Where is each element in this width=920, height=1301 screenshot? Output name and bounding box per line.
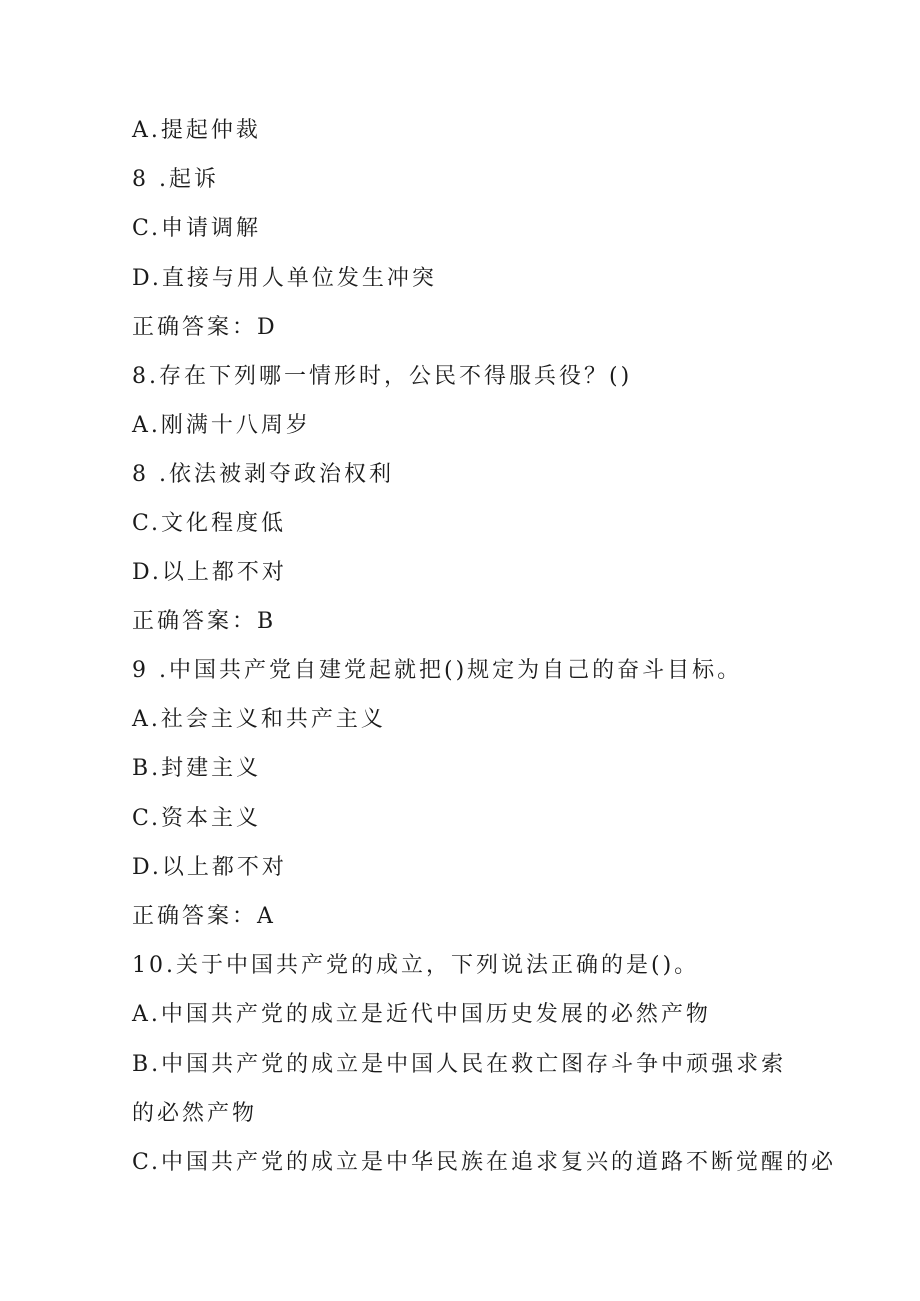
option-b: B.中国共产党的成立是中国人民在救亡图存斗争中顽强求索的必然产物	[132, 1052, 787, 1126]
option-b: 8 .依法被剥夺政治权利	[132, 462, 394, 487]
answer-line: 正确答案：B	[132, 609, 277, 634]
option-a: A.社会主义和共产主义	[132, 707, 386, 732]
option-d: D.以上都不对	[132, 855, 287, 880]
option-b: B.封建主义	[132, 756, 262, 781]
question-8: 8.存在下列哪一情形时，公民不得服兵役？()	[132, 364, 633, 389]
option-a: A.中国共产党的成立是近代中国历史发展的必然产物	[132, 1002, 711, 1027]
question-10: 10.关于中国共产党的成立，下列说法正确的是()。	[132, 953, 700, 978]
option-d: D.以上都不对	[132, 560, 287, 585]
option-c: C.文化程度低	[132, 511, 287, 536]
question-9: 9 .中国共产党自建党起就把()规定为自己的奋斗目标。	[132, 658, 743, 683]
option-a: A.提起仲裁	[132, 118, 261, 143]
option-c: C.中国共产党的成立是中华民族在追求复兴的道路不断觉醒的必	[132, 1150, 837, 1175]
answer-line: 正确答案：A	[132, 904, 276, 929]
option-b: 8 .起诉	[132, 167, 219, 192]
option-a: A.刚满十八周岁	[132, 413, 311, 438]
option-d: D.直接与用人单位发生冲突	[132, 266, 437, 291]
answer-line: 正确答案：D	[132, 315, 278, 340]
option-c: C.申请调解	[132, 216, 262, 241]
option-c: C.资本主义	[132, 806, 262, 831]
